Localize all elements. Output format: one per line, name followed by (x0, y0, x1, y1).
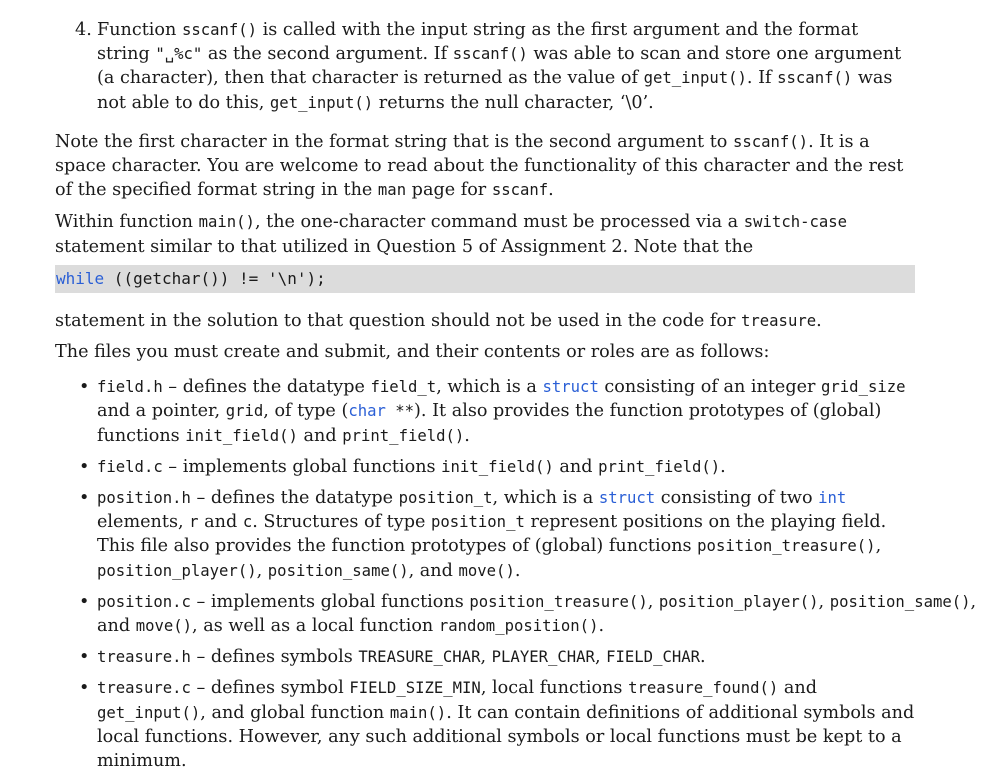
item-number: 4. (75, 20, 92, 40)
text-run: . (700, 647, 706, 668)
text-run: – defines the datatype (162, 377, 371, 398)
code-run: sscanf() (452, 45, 528, 64)
code-run: random_position() (438, 617, 599, 636)
text-run: represent positions on the playing field. This file also provides the function prototypes of (global) functions (97, 512, 887, 557)
list-item-4 (55, 18, 915, 115)
text-run: Within function (55, 212, 199, 233)
text-run: , (256, 560, 268, 581)
text-run: . If (746, 68, 778, 89)
text-run: Function (97, 20, 182, 40)
code-run: position_player() (97, 561, 257, 580)
code-run: position_player() (658, 592, 819, 611)
list-item-treasure-h (55, 645, 915, 669)
code-run: position_t (398, 489, 493, 508)
text-run: , which is a (436, 377, 543, 398)
document-page (55, 18, 977, 780)
list-item-field-h (55, 375, 915, 448)
file-name: position.h (97, 489, 191, 508)
code-run: sscanf() (181, 21, 258, 39)
text-run: , which is a (492, 488, 599, 509)
text-run: , (875, 536, 882, 557)
file-name: position.c (97, 592, 191, 611)
text-run: statement in the solution to that question should not be used in the code for (55, 310, 741, 331)
text-run: . It can contain definitions of additional symbols and local functions. However, any such additional symbols or local functions must be kept to a minimum. (97, 702, 915, 772)
text-run: was able to scan and store one argument (a character), then that character is returned as the value of (97, 44, 902, 89)
code-run: move() (135, 617, 193, 636)
code-run: FIELD_CHAR (606, 648, 701, 667)
code-run: treasure (741, 311, 817, 330)
code-run: position_same() (267, 561, 409, 580)
text-run: – implements global functions (162, 456, 442, 477)
code-run: move() (458, 561, 515, 580)
text-run: , (818, 591, 830, 612)
text-run: Note the first character in the format string that is the second argument to (55, 131, 733, 152)
code-keyword: int (818, 489, 847, 508)
text-run: , as well as a local function (192, 616, 439, 637)
text-run: . (548, 180, 554, 201)
text-run: . (816, 310, 822, 331)
text-run: as the second argument. If (202, 44, 453, 65)
text-run: , and global function (200, 702, 390, 723)
text-run: returns the null character, ‘\0’. (373, 92, 654, 113)
text-run: is called with the input string as the first argument and the format string (97, 20, 859, 65)
code-run: c (242, 513, 253, 532)
code-run: get_input() (97, 703, 201, 722)
text-run: and a pointer, (97, 401, 226, 422)
text-run: elements, (97, 512, 190, 533)
code-keyword: char (348, 402, 386, 421)
text-run: . (598, 616, 605, 637)
code-run: "␣%c" (155, 45, 203, 64)
text-run: – implements global functions (190, 591, 470, 612)
file-name: field.h (97, 378, 163, 397)
list-item-position-c (55, 590, 995, 638)
text-run: , (647, 591, 659, 612)
text-run: statement similar to that utilized in Question 5 of Assignment 2. Note that the (55, 236, 754, 257)
text-run: . (464, 425, 470, 446)
text-run: . It is a space character. You are welcome to read about the functionality of this character and the rest of the specified format string in the (55, 131, 904, 201)
code-run: position_treasure() (469, 592, 648, 611)
text-run: was not able to do this, (97, 68, 893, 113)
code-run: switch-case (743, 213, 848, 232)
code-keyword: struct (542, 378, 599, 397)
code-run: grid_size (821, 378, 906, 397)
code-run: init_field() (185, 426, 298, 445)
bullet: • (79, 377, 90, 398)
code-run: FIELD_SIZE_MIN (349, 679, 481, 698)
code-run: position_treasure() (697, 537, 876, 556)
text-run: consisting of an integer (598, 377, 822, 398)
code-run: get_input() (643, 69, 747, 88)
bullet: • (79, 678, 90, 699)
code-keyword: struct (598, 489, 656, 508)
text-run: , (480, 647, 492, 668)
note-paragraph (55, 130, 915, 203)
text-run: . (514, 560, 521, 581)
file-name: treasure.h (97, 648, 191, 667)
list-item-treasure-c (55, 676, 915, 773)
text-run: . (720, 456, 726, 477)
text-run: , and (408, 560, 459, 581)
code-run: ** (385, 402, 415, 421)
code-run: treasure_found() (628, 679, 779, 698)
code-keyword: while (56, 268, 105, 288)
code-text: ((getchar()) != '\n'); (104, 268, 326, 288)
text-run: ). It also provides the function prototypes of (global) functions (97, 401, 882, 446)
code-run: PLAYER_CHAR (491, 648, 595, 667)
files-intro-paragraph: The files you must create and submit, and their contents or roles are as follows: (55, 342, 770, 363)
code-run: position_t (430, 513, 525, 532)
code-run: TREASURE_CHAR (358, 648, 481, 667)
code-run: grid (225, 402, 264, 421)
code-run: r (189, 513, 199, 532)
code-run: sscanf (491, 181, 549, 200)
code-run: position_same() (829, 592, 971, 611)
code-run: sscanf() (732, 132, 809, 151)
text-run: , and (97, 591, 977, 637)
bullet: • (79, 647, 90, 668)
code-run: main() (198, 213, 255, 232)
bullet: • (79, 456, 90, 477)
main-function-paragraph (55, 210, 915, 258)
text-run: and (297, 425, 343, 446)
code-run: print_field() (598, 457, 721, 476)
bullet: • (79, 591, 90, 612)
files-list (55, 375, 977, 773)
text-run: – defines symbol (190, 678, 350, 699)
text-run: , of type ( (263, 401, 349, 422)
text-run: – defines symbols (190, 647, 359, 668)
file-name: treasure.c (97, 679, 191, 698)
code-run: init_field() (441, 457, 554, 476)
code-run: sscanf() (777, 69, 853, 88)
text-run: and (778, 678, 817, 699)
text-run: , the one-character command must be processed via a (254, 212, 744, 233)
code-run: get_input() (269, 93, 374, 112)
text-run: , local functions (480, 678, 629, 699)
text-run: – defines the datatype (190, 488, 399, 509)
text-run: , (594, 647, 607, 668)
text-run: and (553, 456, 599, 477)
statement-paragraph (55, 309, 915, 333)
list-item-field-c (55, 455, 915, 479)
text-run: page for (406, 180, 492, 201)
code-block (55, 265, 915, 293)
code-run: field_t (370, 378, 437, 397)
list-item-position-h (55, 486, 915, 583)
text-run: consisting of two (655, 488, 819, 509)
code-run: man (377, 181, 407, 200)
text-run: . Structures of type (252, 512, 431, 533)
code-run: main() (389, 703, 447, 722)
file-name: field.c (97, 457, 163, 476)
bullet: • (79, 488, 90, 509)
text-run: and (198, 512, 243, 533)
code-run: print_field() (342, 426, 465, 445)
